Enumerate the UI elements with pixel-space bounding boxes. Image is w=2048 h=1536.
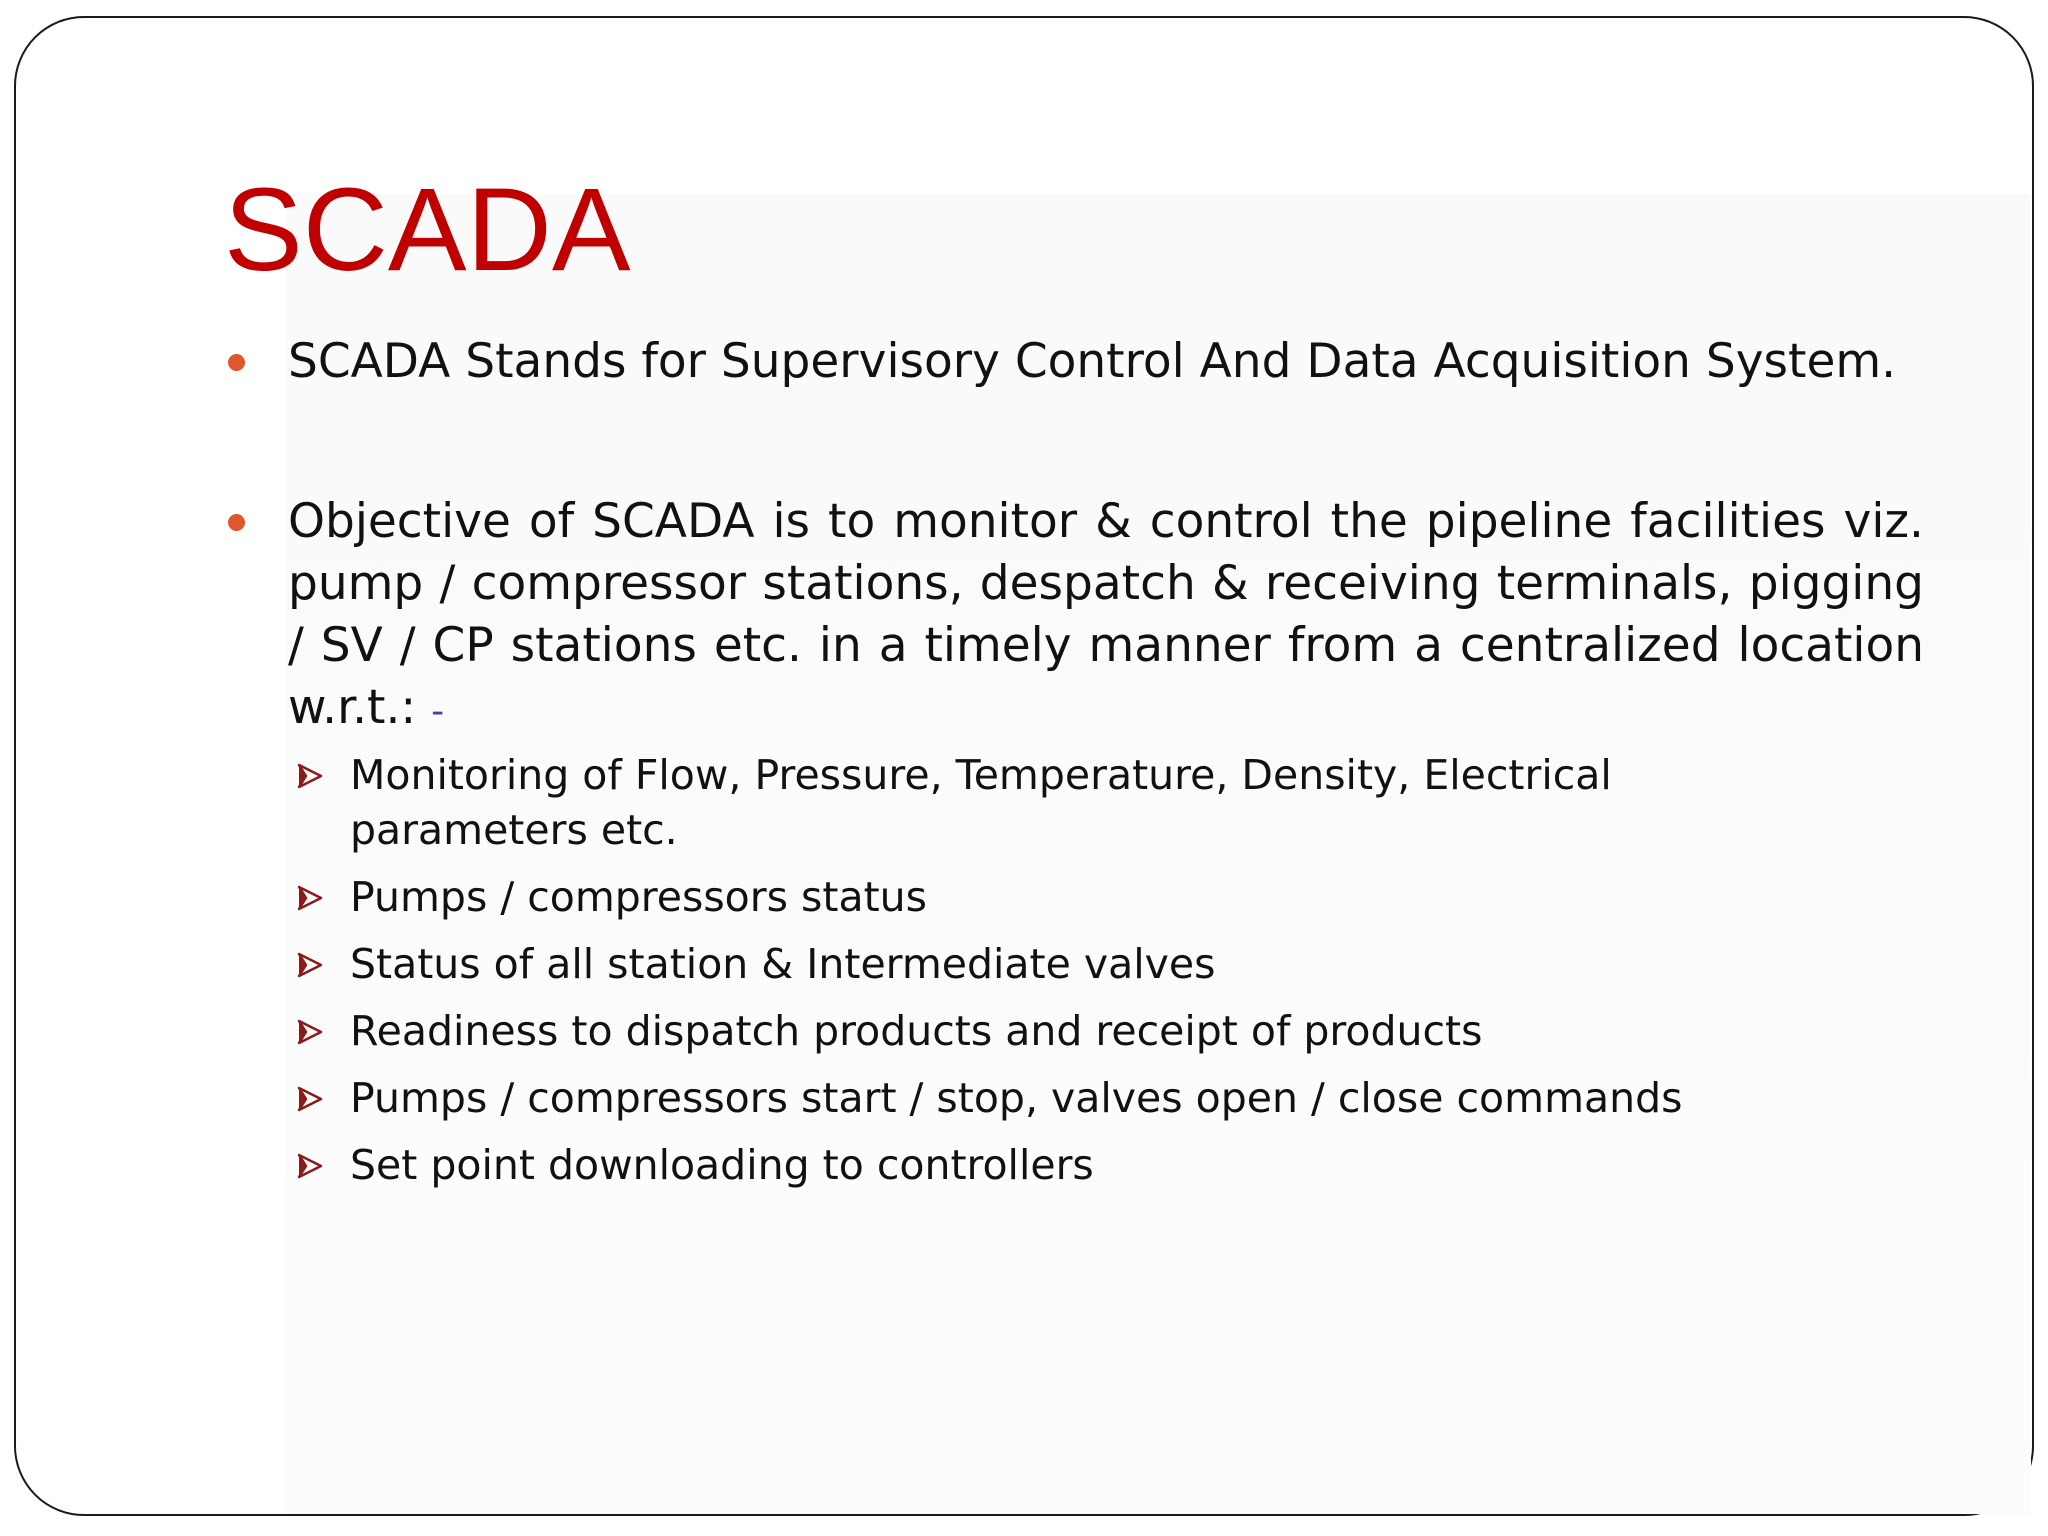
bullet-item <box>288 491 1924 743</box>
sub-bullet-item <box>296 937 1736 992</box>
sub-bullet-item <box>296 1004 1736 1059</box>
sub-bullet-item <box>296 748 1736 858</box>
bullet-dash: - <box>431 691 445 732</box>
sub-bullet-item <box>296 1138 1736 1193</box>
sub-bullet-text: Monitoring of Flow, Pressure, Temperature, Density, Electrical parameters etc. <box>350 751 1612 854</box>
arrowhead-right-icon <box>296 1085 324 1113</box>
sub-bullet-text: Pumps / compressors start / stop, valves open / close commands <box>350 1074 1683 1122</box>
sub-bullet-item <box>296 1071 1736 1126</box>
bullet-dot-icon <box>228 354 245 371</box>
bullet-dot-icon <box>228 514 245 531</box>
sub-bullet-text: Status of all station & Intermediate valves <box>350 940 1216 988</box>
arrowhead-right-icon <box>296 762 324 790</box>
arrowhead-right-icon <box>296 1152 324 1180</box>
sub-bullet-text: Readiness to dispatch products and receipt of products <box>350 1007 1483 1055</box>
bullet-item <box>288 331 1928 393</box>
arrowhead-right-icon <box>296 884 324 912</box>
arrowhead-right-icon <box>296 1018 324 1046</box>
slide-title: SCADA <box>224 164 631 296</box>
bullet-text: Objective of SCADA is to monitor & control the pipeline facilities viz. pump / compressor stations, despatch & receiving terminals, pigging / SV / CP stations etc. in a timely manner from a centralized location w.r.t.: <box>288 494 1924 735</box>
sub-bullet-item <box>296 870 1736 925</box>
bullet-text: SCADA Stands for Supervisory Control And Data Acquisition System. <box>288 334 1897 389</box>
sub-bullet-text: Set point downloading to controllers <box>350 1141 1094 1189</box>
sub-bullet-list <box>296 748 1736 1205</box>
sub-bullet-text: Pumps / compressors status <box>350 873 928 921</box>
arrowhead-right-icon <box>296 951 324 979</box>
